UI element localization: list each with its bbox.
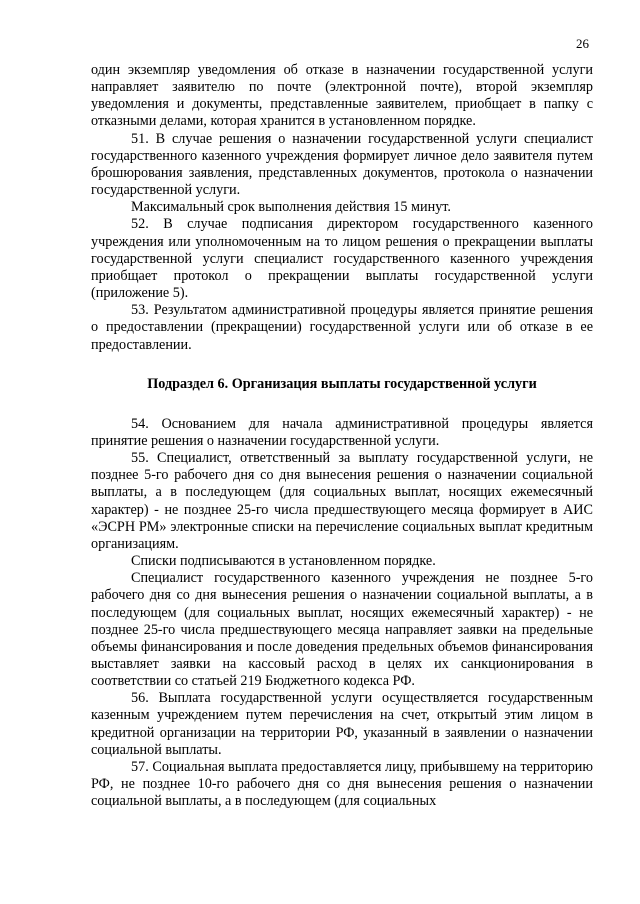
paragraph-continuation: один экземпляр уведомления об отказе в назначении государственной услуги направляет заявителю по почте (электронной почте), второй экземпляр уведомления и документы, представленные заявителем, приобщает в папку с отказными делами, которая хранится в установленном порядке. [91,62,593,130]
paragraph-55: 55. Специалист, ответственный за выплату государственной услуги, не позднее 5-го рабочего дня со дня вынесения решения о назначении социальной выплаты, а в последующем (для социальных выплат, носящих ежемесячный характер) - не позднее 25-го числа предшествующего месяца формирует в АИС «ЭСРН РМ» электронные списки на перечисление социальных выплат кредитным организациям. [91,450,593,552]
page-number: 26 [576,36,589,51]
paragraph-specialist: Специалист государственного казенного учреждения не позднее 5-го рабочего дня со дня вынесения решения о назначении социальной выплаты, а в последующем (для социальных выплат, носящих ежемесячный характер) - не позднее 25-го числа предшествующего месяца направляет заявки на предельные объемы финансирования и после доведения предельных объемов финансирования выставляет заявки на кассовый расход в целях их санкционирования в соответствии со статьей 219 Бюджетного кодекса РФ. [91,570,593,690]
paragraph-54: 54. Основанием для начала административной процедуры является принятие решения о назначении государственной услуги. [91,415,593,449]
section-heading: Подраздел 6. Организация выплаты государственной услуги [147,375,537,392]
paragraph-lists-signed: Списки подписываются в установленном порядке. [131,553,436,570]
paragraph-56: 56. Выплата государственной услуги осуществляется государственным казенным учреждением путем перечисления на счет, открытый этим лицом в кредитной организации на территории РФ, указанный в заявлении о назначении социальной выплаты. [91,690,593,758]
paragraph-max-time: Максимальный срок выполнения действия 15 минут. [131,199,451,216]
paragraph-57: 57. Социальная выплата предоставляется лицу, прибывшему на территорию РФ, не позднее 10-го рабочего дня со дня вынесения решения о назначении социальной выплаты, а в последующем (для социальных [91,758,593,810]
paragraph-51: 51. В случае решения о назначении государственной услуги специалист государственного казенного учреждения формирует личное дело заявителя путем брошюрования заявления, представленных документов, протокола о назначении государственной услуги. [91,130,593,199]
document-body [91,62,593,810]
paragraph-53: 53. Результатом административной процедуры является принятие решения о предоставлении (прекращении) государственной услуги или об отказе в ее предоставлении. [91,302,593,353]
paragraph-52: 52. В случае подписания директором государственного казенного учреждения или уполномоченным на то лицом решения о прекращении выплаты государственной услуги специалист государственного казенного учреждения приобщает протокол о прекращении выплаты государственной услуги (приложение 5). [91,216,593,302]
